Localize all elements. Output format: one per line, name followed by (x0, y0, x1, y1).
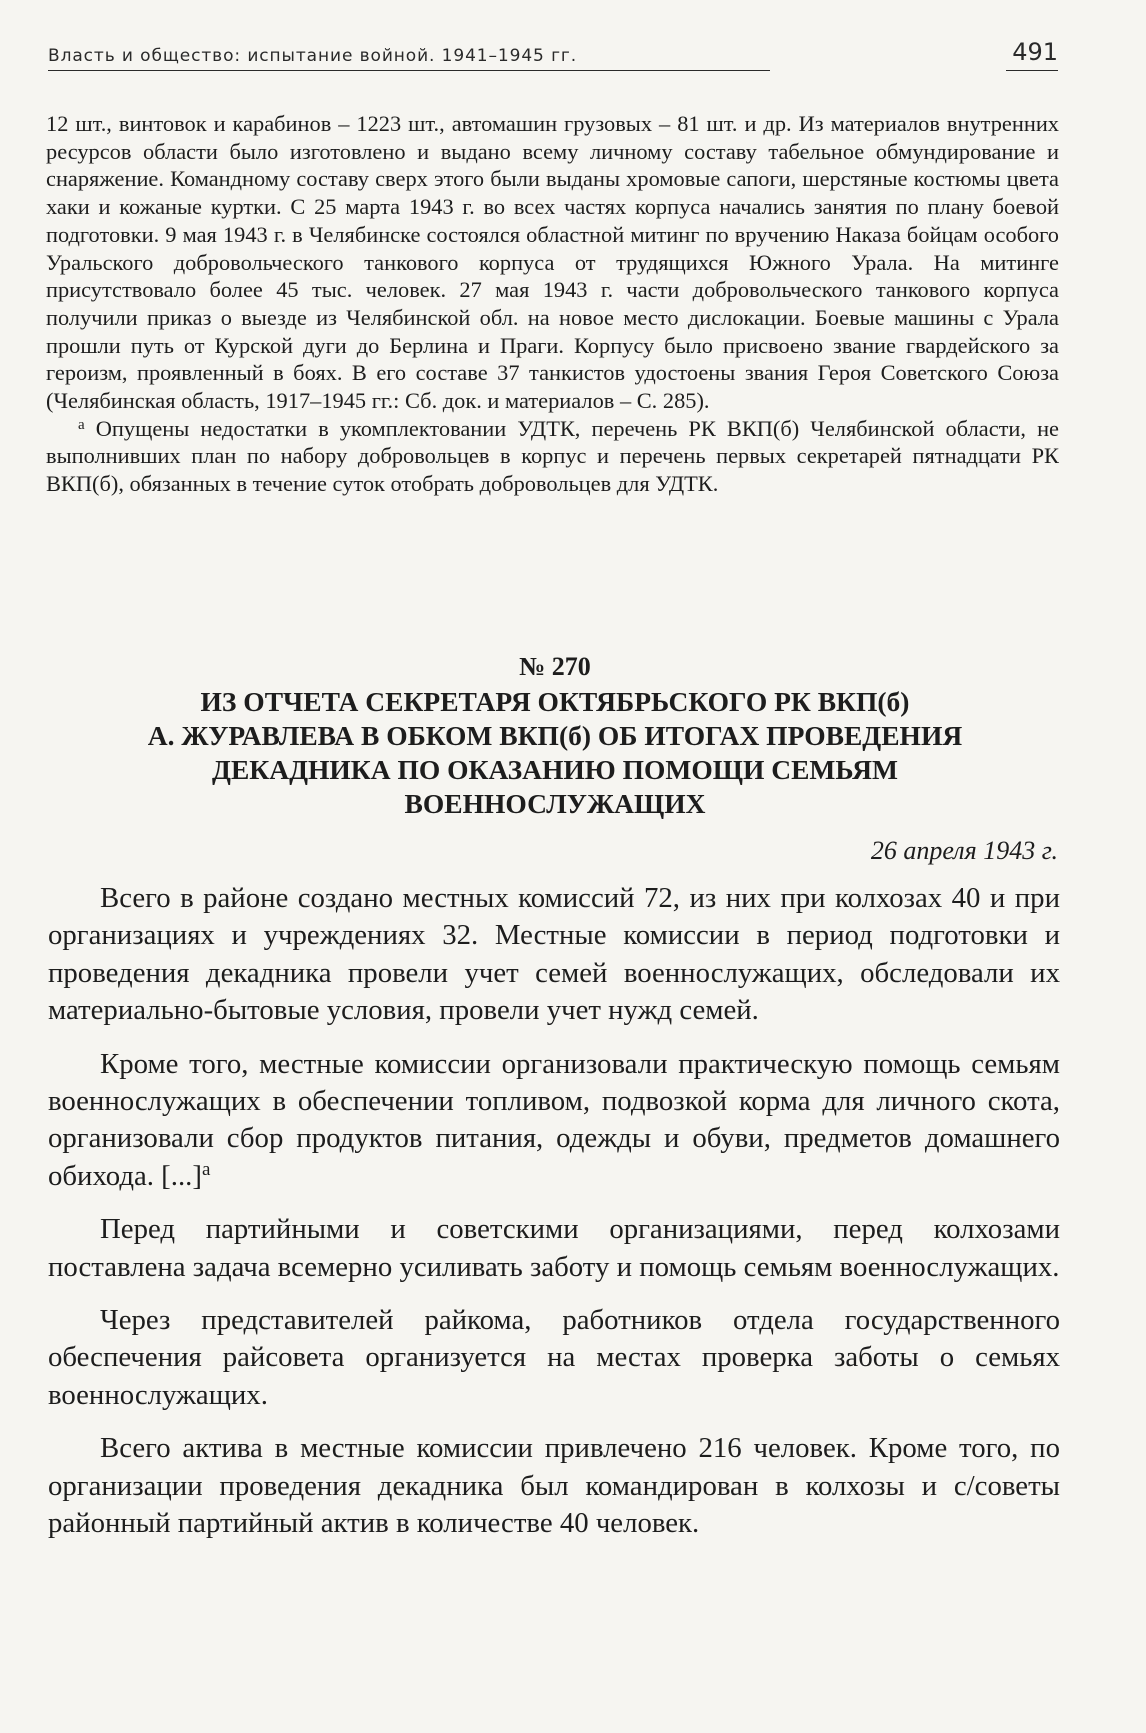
footnote-mark: а (78, 416, 85, 433)
document-title-line: ИЗ ОТЧЕТА СЕКРЕТАРЯ ОКТЯБРЬСКОГО РК ВКП(б) (200, 686, 910, 717)
running-title: Власть и общество: испытание войной. 1941–1945 гг. (48, 46, 578, 66)
footnote (46, 415, 1059, 498)
document-title-line: ВОЕННОСЛУЖАЩИХ (404, 788, 706, 819)
page-header (48, 38, 1058, 76)
footnote-text: Опущены недостатки в укомплектовании УДТК, перечень РК ВКП(б) Челябинской области, не выполнивших план по набору добровольцев в корпус и перечень первых секретарей пятнадцати РК ВКП(б), обязанных в течение суток отобрать добровольцев для УДТК. (46, 415, 1059, 497)
notes-continuation: 12 шт., винтовок и карабинов – 1223 шт., автомашин грузовых – 81 шт. и др. Из материалов внутренних ресурсов области было изготовлено и выдано всему личному составу табельное обмундирование и снаряжение. Командному составу сверх этого были выданы хромовые сапоги, шерстяные костюмы цвета хаки и кожаные куртки. С 25 марта 1943 г. во всех частях корпуса начались занятия по плану боевой подготовки. 9 мая 1943 г. в Челябинске состоялся областной митинг по вручению Наказа бойцам особого Уральского добровольческого танкового корпуса от трудящихся Южного Урала. На митинге присутствовало более 45 тыс. человек. 27 мая 1943 г. части добровольческого танкового корпуса получили приказ о выезде из Челябинской обл. на новое место дислокации. Боевые машины с Урала прошли путь от Курской дуги до Берлина и Праги. Корпусу было присвоено звание гвардейского за героизм, проявленный в боях. В его составе 37 танкистов удостоены звания Героя Советского Союза (Челябинская область, 1917–1945 гг.: Сб. док. и материалов – С. 285). (46, 111, 1059, 414)
document-number: № 270 (519, 652, 591, 681)
footnote-reference: а (201, 1158, 211, 1180)
page-number: 491 (1012, 38, 1058, 66)
document-heading (40, 650, 1070, 821)
body-paragraph: Перед партийными и советскими организациями, перед колхозами поставлена задача всемерно усиливать заботу и помощь семьям военнослужащих. (48, 1213, 1060, 1283)
document-title-line: ДЕКАДНИКА ПО ОКАЗАНИЮ ПОМОЩИ СЕМЬЯМ (212, 754, 898, 785)
body-paragraph: Всего в районе создано местных комиссий 72, из них при колхозах 40 и при организациях и учреждениях 32. Местные комиссии в период подготовки и проведения декадника провели учет семей военнослужащих, обследовали их материально-бытовые условия, провели учет нужд семей. (48, 882, 1060, 1027)
document-title-line: А. ЖУРАВЛЕВА В ОБКОМ ВКП(б) ОБ ИТОГАХ ПРОВЕДЕНИЯ (147, 720, 963, 751)
notes-section (46, 110, 1059, 498)
body-paragraph: Через представителей райкома, работников отдела государственного обеспечения райсовета организуется на местах проверка заботы о семьях военнослужащих. (48, 1304, 1060, 1411)
body-paragraph-text: Кроме того, местные комиссии организовали практическую помощь семьям военнослужащих в обеспечении топливом, подвозкой корма для личного скота, организовали сбор продуктов питания, одежды и обуви, предметов домашнего обихода. [...] (48, 1047, 1060, 1192)
document-body (48, 880, 1060, 1559)
header-rule (48, 70, 770, 71)
body-paragraph: Всего актива в местные комиссии привлечено 216 человек. Кроме того, по организации проведения декадника был командирован в колхозы и с/советы районный партийный актив в количестве 40 человек. (48, 1432, 1060, 1540)
document-date: 26 апреля 1943 г. (870, 836, 1058, 865)
body-paragraph (48, 1046, 1060, 1196)
header-rule-page-number (1006, 70, 1058, 71)
